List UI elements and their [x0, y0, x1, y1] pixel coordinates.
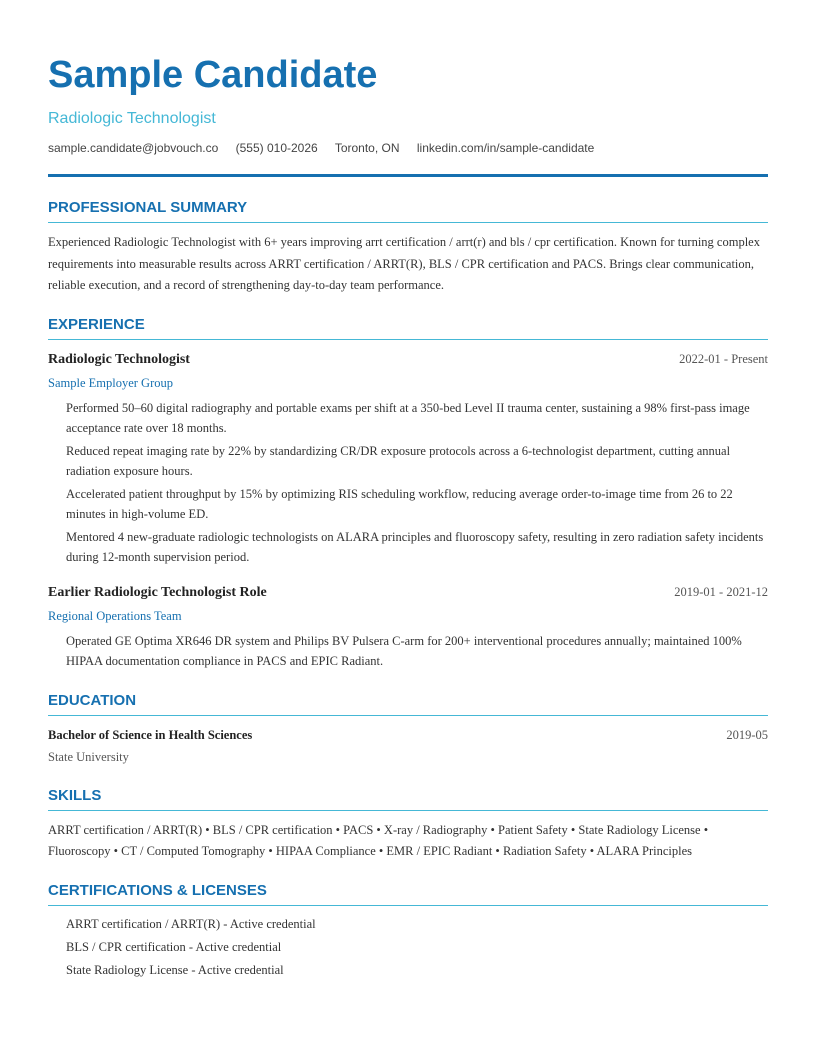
section-divider-certifications: [48, 905, 768, 906]
job-company: Sample Employer Group: [48, 376, 173, 390]
job-dates: 2022-01 - Present: [679, 352, 768, 366]
job-title: Radiologic Technologist: [48, 352, 190, 367]
job-bullets: [66, 398, 770, 570]
section-divider-summary: [48, 222, 768, 223]
contact-phone: (555) 010-2026: [235, 141, 318, 155]
job-bullet: Accelerated patient throughput by 15% by optimizing RIS scheduling workflow, reducing average order-to-image time from 26 to 22 minutes in high-volume ED.: [66, 487, 733, 521]
certification-list: [66, 913, 766, 982]
education-date: 2019-05: [726, 728, 768, 742]
section-title-experience: EXPERIENCE: [48, 316, 145, 333]
education-degree: Bachelor of Science in Health Sciences: [48, 728, 253, 742]
contact-line: [48, 140, 608, 156]
job-company: Regional Operations Team: [48, 609, 182, 623]
job-bullet: Operated GE Optima XR646 DR system and Philips BV Pulsera C-arm for 200+ interventional procedures annually; maintained 100% HIPAA documentation compliance in PACS and EPIC Radiant.: [66, 634, 742, 668]
section-title-summary: PROFESSIONAL SUMMARY: [48, 199, 248, 216]
job-dates: 2019-01 - 2021-12: [674, 585, 768, 599]
contact-location: Toronto, ON: [334, 141, 400, 155]
contact-email[interactable]: sample.candidate@jobvouch.co: [48, 141, 219, 155]
candidate-title: Radiologic Technologist: [48, 110, 216, 127]
section-title-education: EDUCATION: [48, 692, 137, 709]
job-bullet: Performed 50–60 digital radiography and portable exams per shift at a 350-bed Level II trauma center, sustaining a 98% first-pass image acceptance rate over 18 months.: [66, 401, 750, 435]
candidate-name: Sample Candidate: [48, 54, 378, 96]
section-divider-skills: [48, 810, 768, 811]
contact-linkedin[interactable]: linkedin.com/in/sample-candidate: [416, 141, 595, 155]
skills-text: ARRT certification / ARRT(R) • BLS / CPR certification • PACS • X-ray / Radiography • Patient Safety • State Radiology License • Fluoroscopy • CT / Computed Tomography • HIPAA Compliance • EMR / EPIC Radiant • Radiation Safety • ALARA Principles: [48, 823, 709, 858]
summary-text: Experienced Radiologic Technologist with 6+ years improving arrt certification / arrt(r) and bls / cpr certification. Known for turning complex requirements into measurable results across ARRT certification / ARRT(R), BLS / CPR certification and PACS. Brings clear communication, reliable execution, and a record of strengthening day-to-day team performance.: [48, 235, 760, 292]
job-bullet: Reduced repeat imaging rate by 22% by standardizing CR/DR exposure protocols across a 6-technologist department, cutting annual radiation exposure hours.: [66, 444, 731, 478]
section-title-certifications: CERTIFICATIONS & LICENSES: [48, 882, 267, 899]
certification-item: State Radiology License - Active credential: [66, 963, 284, 977]
certification-item: BLS / CPR certification - Active credential: [66, 940, 282, 954]
header-divider: [48, 174, 768, 177]
education-school: State University: [48, 750, 129, 764]
section-title-skills: SKILLS: [48, 787, 102, 804]
job-title: Earlier Radiologic Technologist Role: [48, 585, 267, 600]
job-bullet: Mentored 4 new-graduate radiologic technologists on ALARA principles and fluoroscopy safety, resulting in zero radiation safety incidents during 12-month supervision period.: [66, 530, 764, 564]
section-divider-experience: [48, 339, 768, 340]
job-bullets: [66, 631, 770, 674]
certification-item: ARRT certification / ARRT(R) - Active credential: [66, 917, 316, 931]
section-divider-education: [48, 715, 768, 716]
